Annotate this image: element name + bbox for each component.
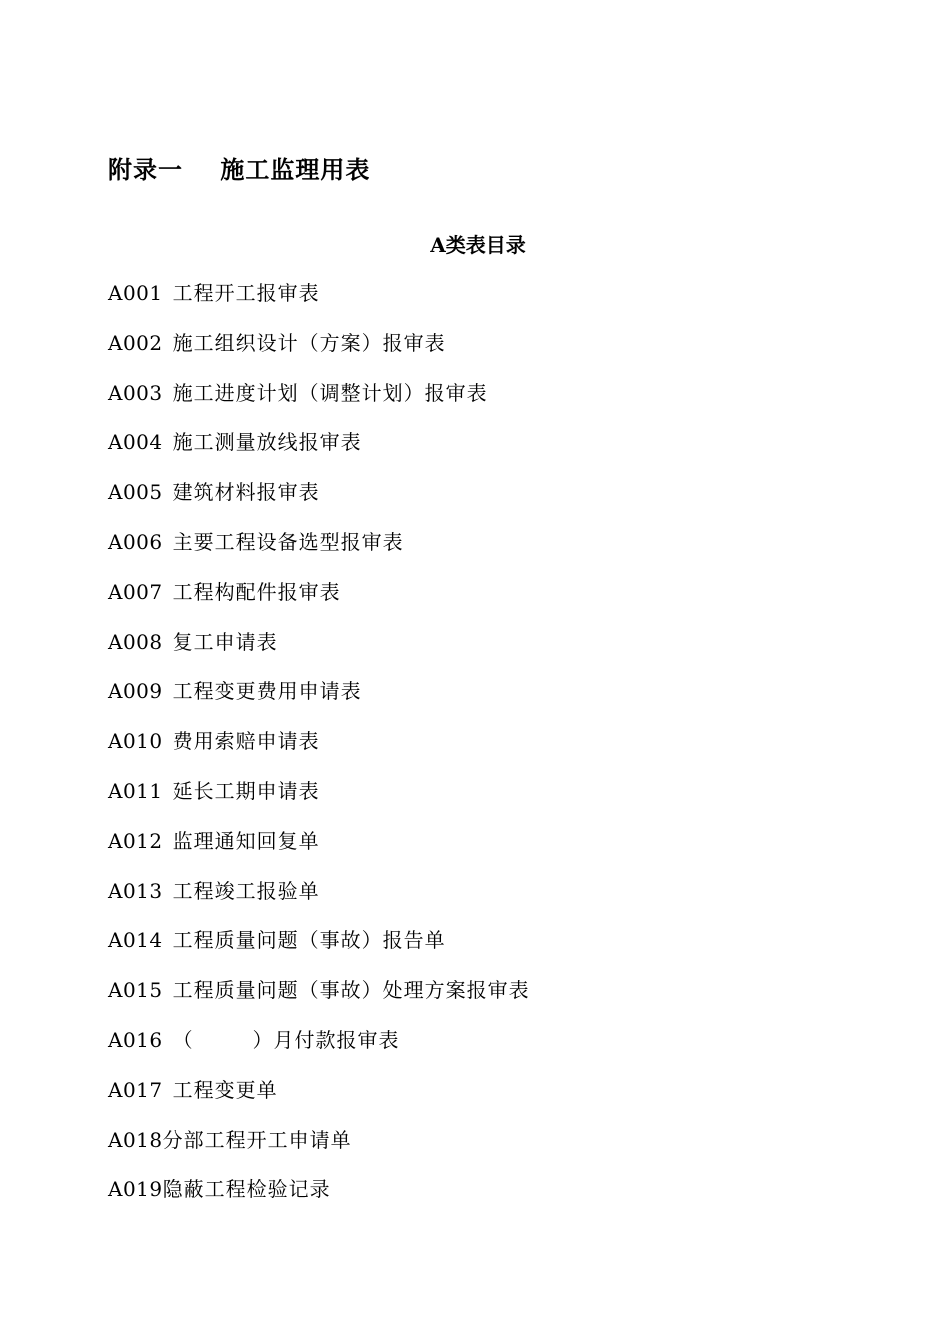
form-list-item [108,676,530,726]
form-list-item [108,876,530,926]
form-code: A009 [108,679,163,704]
form-code: A003 [108,380,163,405]
form-code: A019 [108,1177,163,1202]
form-list-item [108,726,530,776]
form-name: 工程竣工报验单 [172,878,320,903]
form-code: A002 [108,330,163,355]
form-code: A017 [108,1077,163,1102]
appendix-title: 附录一 施工监理用表 [108,155,371,184]
form-list-item [108,378,530,428]
form-name: 主要工程设备选型报审表 [172,529,404,554]
form-list-item [108,577,530,627]
form-list-item [108,1075,530,1125]
form-list-item [108,975,530,1025]
form-code: A005 [108,480,163,505]
form-name: 监理通知回复单 [172,828,320,853]
form-code: A016 [108,1027,163,1052]
form-code: A018 [108,1127,163,1152]
form-name: 工程变更费用申请表 [172,679,362,704]
form-code: A011 [108,778,163,803]
form-name: 施工测量放线报审表 [172,430,362,455]
form-list-item [108,1025,530,1075]
form-code: A013 [108,878,163,903]
form-code: A008 [108,629,163,654]
form-code: A015 [108,978,163,1003]
form-list-item [108,826,530,876]
form-name: 建筑材料报审表 [172,480,320,505]
form-code: A001 [108,281,163,305]
form-list-item [108,925,530,975]
form-list-item [108,527,530,577]
form-name: 施工组织设计（方案）报审表 [172,330,446,355]
form-list-item [108,477,530,527]
form-name: 延长工期申请表 [172,778,320,803]
form-code: A014 [108,928,163,953]
form-name: 工程质量问题（事故）处理方案报审表 [172,978,530,1003]
form-code: A012 [108,828,163,853]
section-title: A类表目录 [430,233,526,257]
form-code: A007 [108,579,163,604]
form-list-item [108,1174,530,1224]
form-code: A004 [108,430,163,455]
form-name: （ ）月付款报审表 [172,1027,400,1052]
form-list-item [108,776,530,826]
form-name: 工程开工报审表 [172,281,320,305]
form-code: A006 [108,529,163,554]
form-list-item [108,1125,530,1175]
form-name: 工程质量问题（事故）报告单 [172,928,446,953]
form-name: 复工申请表 [172,629,278,654]
form-code: A010 [108,729,163,754]
form-name: 隐蔽工程检验记录 [162,1177,331,1202]
form-name: 分部工程开工申请单 [162,1127,352,1152]
form-name: 费用索赔申请表 [172,729,320,754]
form-name: 工程构配件报审表 [172,579,341,604]
form-list-item [108,627,530,677]
form-list-item [108,278,530,328]
form-list-item [108,427,530,477]
form-name: 施工进度计划（调整计划）报审表 [172,380,488,405]
form-list [108,278,530,1224]
form-list-item [108,328,530,378]
form-name: 工程变更单 [172,1077,278,1102]
